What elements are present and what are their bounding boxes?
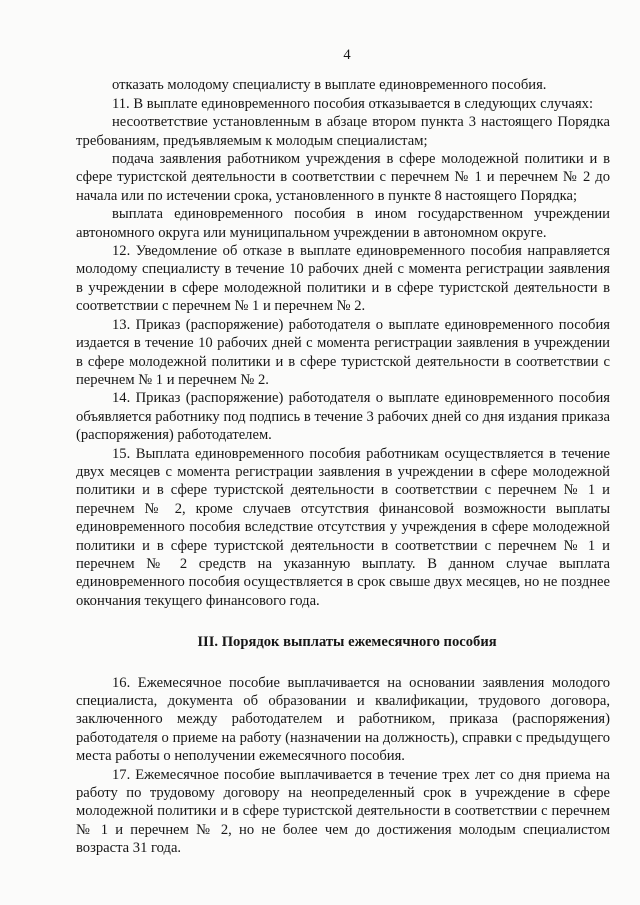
paragraph-13: 13. Приказ (распоряжение) работодателя о выплате единовременного пособия издается в течение 10 рабочих дней с момента регистрации заявления в учреждении в сфере молодежной политики и в сфере туристской деятельности в соответствии с перечнем № 1 и перечнем № 2. (76, 316, 610, 388)
paragraph-continuation: отказать молодому специалисту в выплате единовременного пособия. (112, 77, 547, 94)
paragraph-11-item-2: подача заявления работником учреждения в сфере молодежной политики и в сфере туристской деятельности в соответствии с перечнем № 1 и перечнем № 2 до начала или по истечении срока, установленного в пункте 8 настоящего Порядка; (76, 151, 610, 204)
page-number: 4 (343, 47, 351, 63)
document-body (76, 76, 610, 857)
paragraph-15: 15. Выплата единовременного пособия работникам осуществляется в течение двух месяцев с момента регистрации заявления в учреждении в сфере молодежной политики и в сфере туристской деятельности в соответствии с перечнем № 1 и перечнем № 2, кроме случаев отсутствия финансовой возможности выплаты единовременного пособия вследствие отсутствия у учреждения в сфере молодежной политики и в сфере туристской деятельности в соответствии с перечнем № 1 и перечнем № 2 средств на указанную выплату. В данном случае выплата единовременного пособия осуществляется в срок свыше двух месяцев, но не позднее окончания текущего финансового года. (76, 445, 610, 609)
paragraph-12: 12. Уведомление об отказе в выплате единовременного пособия направляется молодому специалисту в течение 10 рабочих дней с момента регистрации заявления в учреждении в сфере молодежной политики и в сфере туристской деятельности в соответствии с перечнем № 1 и перечнем № 2. (76, 243, 610, 315)
paragraph-11-item-3: выплата единовременного пособия в ином государственном учреждении автономного округа или муниципальном учреждении в автономном округе. (76, 206, 610, 241)
paragraph-17: 17. Ежемесячное пособие выплачивается в течение трех лет со дня приема на работу по трудовому договору на неопределенный срок в учреждение в сфере молодежной политики и в сфере туристской деятельности в соответствии с перечнем № 1 и перечнем № 2, но не более чем до достижения молодым специалистом возраста 31 года. (76, 766, 610, 857)
paragraph-16: 16. Ежемесячное пособие выплачивается на основании заявления молодого специалиста, документа об образовании и квалификации, трудового договора, заключенного между работодателем и работником, приказа (распоряжения) работодателя о приеме на работу (назначении на должность), справки с предыдущего места работы о неполучении ежемесячного пособия. (76, 674, 610, 765)
paragraph-14: 14. Приказ (распоряжение) работодателя о выплате единовременного пособия объявляется работнику под подпись в течение 3 рабочих дней со дня издания приказа (распоряжения) работодателем. (76, 390, 610, 444)
paragraph-11-item-1: несоответствие установленным в абзаце втором пункта 3 настоящего Порядка требованиям, предъявляемым к молодым специалистам; (76, 114, 610, 149)
paragraph-11: 11. В выплате единовременного пособия отказывается в следующих случаях: (112, 95, 594, 112)
section-heading: III. Порядок выплаты ежемесячного пособия (197, 634, 497, 651)
